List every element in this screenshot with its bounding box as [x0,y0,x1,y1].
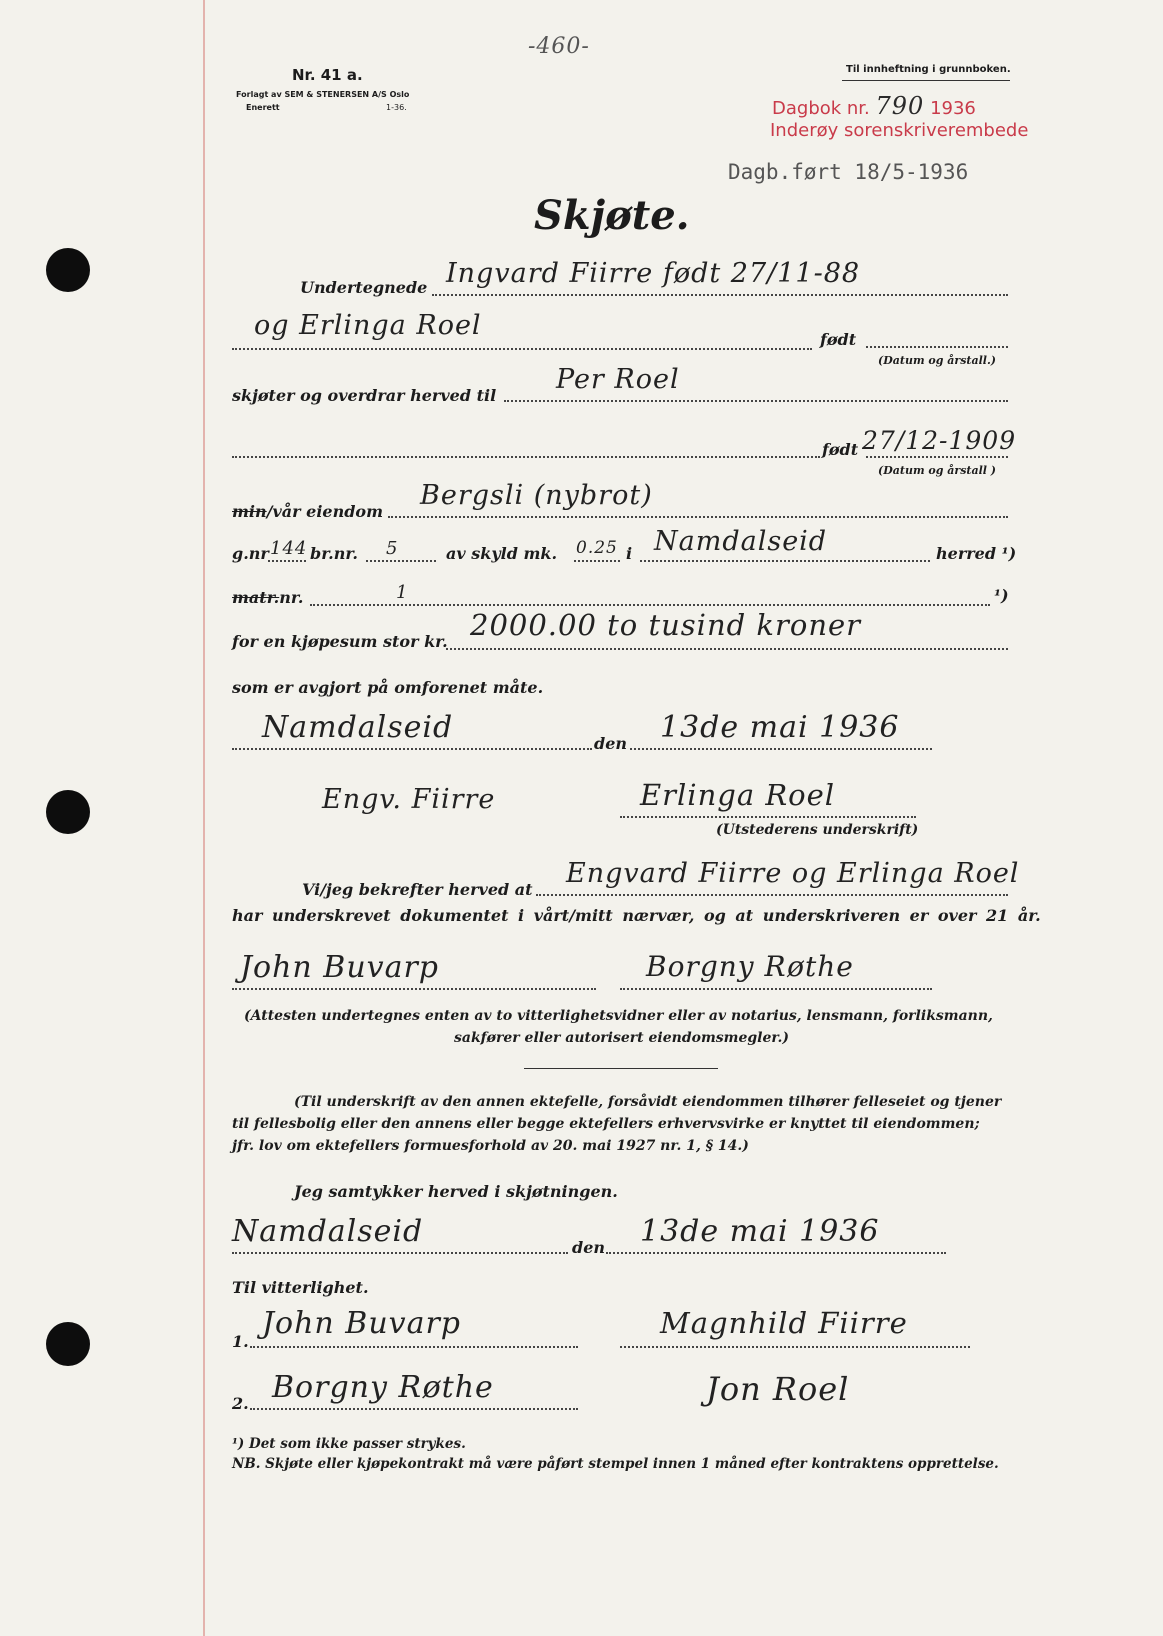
fill-line [536,894,1008,896]
consent-den-label: den [572,1238,605,1257]
fill-line [232,988,596,990]
margin-line [203,0,205,1636]
gnr-value: 144 [270,538,308,559]
herred-value: Namdalseid [654,526,828,557]
witness-signature-2: Borgny Røthe [646,950,854,983]
vitterlighet-label: Til vitterlighet. [232,1278,369,1297]
skyld-label: av skyld mk. [446,544,558,563]
fill-line [620,988,932,990]
second-seller-name: og Erlinga Roel [254,310,482,341]
fill-line [232,348,812,350]
herred-label: herred ¹) [936,544,1017,563]
witness-signature-1: John Buvarp [240,950,440,985]
spouse-note-3: jfr. lov om ektefellers formuesforhold av 20. mai 1927 nr. 1, § 14.) [232,1138,749,1154]
matr-suffix: ¹) [994,586,1009,605]
fill-line [620,1346,970,1348]
i-label: i [626,544,633,563]
eiendom-label-text: /vår eiendom [266,502,384,521]
datum-hint: (Datum og årstall.) [878,354,996,367]
document-title: Skjøte. [534,192,690,239]
office-stamp: Inderøy sorenskriverembede [770,120,1029,141]
spouse-signature: Magnhild Fiirre [660,1306,908,1340]
consent-witness-2: Borgny Røthe [272,1370,494,1405]
registry-rule [842,80,1010,81]
signing-date: 13de mai 1936 [660,710,900,745]
fill-line [388,516,1008,518]
fill-line [268,560,306,562]
spouse-note-2: til fellesbolig eller den annens eller begge ektefellers erhvervsvirke er knyttet til eiendommen; [232,1116,980,1132]
struck-min: min [232,502,267,521]
skjoter-label: skjøter og overdrar herved til [232,386,497,405]
den-label: den [594,734,627,753]
witness-text: har underskrevet dokumentet i vårt/mitt nærvær, og at underskriveren er over 21 år. [232,906,1041,925]
seller-name: Ingvard Fiirre født 27/11-88 [446,258,861,289]
datum-hint-2: (Datum og årstall ) [878,464,996,477]
fill-line [640,560,930,562]
kjopesum-value: 2000.00 to tusind kroner [470,608,862,642]
witness-number-2: 2. [232,1394,249,1413]
matr-value: 1 [396,582,409,603]
fill-line [866,346,1008,348]
consent-text: Jeg samtykker herved i skjøtningen. [294,1182,618,1201]
fill-line [866,456,1008,458]
registry-note: Til innheftning i grunnboken. [846,64,1011,75]
fodt-label: født [820,330,857,349]
struck-matr: matr. [232,588,280,607]
fill-line [250,1346,578,1348]
signature-hint: (Utstederens underskrift) [716,822,919,838]
seller-signature: Engv. Fiirre [322,784,496,815]
fill-line [630,748,932,750]
typed-registration-note: Dagb.ført 18/5-1936 [728,160,969,184]
consent-place: Namdalseid [232,1214,424,1249]
fill-line [504,400,1008,402]
undertegnede-label: Undertegnede [300,278,428,297]
kjopesum-label: for en kjøpesum stor kr. [232,632,448,651]
second-seller-signature: Erlinga Roel [640,778,836,812]
signing-place: Namdalseid [262,710,454,745]
gnr-label: g.nr [232,544,269,563]
fill-line [232,748,592,750]
dagbok-label: Dagbok nr. [772,98,870,119]
spouse-note-1: (Til underskrift av den annen ektefelle, forsåvidt eiendommen tilhører felleseiet og tjener [294,1094,1002,1110]
section-divider [524,1068,718,1069]
fill-line [232,456,820,458]
buyer-fodt-label: født [822,440,859,459]
fill-line [574,560,620,562]
brnr-value: 5 [386,538,399,559]
fill-line [232,1252,568,1254]
footnote-1: ¹) Det som ikke passer strykes. [232,1436,466,1452]
buyer-name: Per Roel [556,364,680,395]
punch-hole [46,1322,90,1366]
witness-label: Vi/jeg bekrefter herved at [302,880,533,899]
extra-signature: Jon Roel [706,1370,850,1408]
form-number: Nr. 41 a. [292,66,363,84]
dagbok-stamp [772,92,976,120]
fill-line [606,1252,946,1254]
buyer-birthdate: 27/12-1909 [862,426,1017,455]
matr-label [232,588,303,607]
dagbok-year: 1936 [930,98,976,119]
fill-line [366,560,436,562]
witness-names: Engvard Fiirre og Erlinga Roel [566,858,1020,889]
footnote-2: NB. Skjøte eller kjøpekontrakt må være påført stempel innen 1 måned efter kontraktens opprettelse. [232,1456,999,1472]
fill-line [310,604,990,606]
publisher-date: 1-36. [386,103,407,112]
punch-hole [46,790,90,834]
matr-nr-label: nr. [279,588,304,607]
eiendom-label [232,502,383,521]
punch-hole [46,248,90,292]
witness-number-1: 1. [232,1332,249,1351]
skyld-value: 0.25 [576,538,618,558]
publisher-enerett: Enerett [246,103,280,112]
fill-line [620,816,916,818]
publisher-line: Forlagt av SEM & STENERSEN A/S Oslo [236,90,410,99]
consent-witness-1: John Buvarp [262,1306,462,1341]
fill-line [432,294,1008,296]
witness-note-2: sakfører eller autorisert eiendomsmegler.) [454,1030,789,1046]
dagbok-number: 790 [875,92,925,120]
fill-line [446,648,1008,650]
fill-line [250,1408,578,1410]
brnr-label: br.nr. [310,544,358,563]
consent-date: 13de mai 1936 [640,1214,880,1249]
witness-note-1: (Attesten undertegnes enten av to vitterlighetsvidner eller av notarius, lensmann, forliksmann, [244,1008,993,1024]
property-name: Bergsli (nybrot) [420,480,653,511]
omforenet-text: som er avgjort på omforenet måte. [232,678,544,697]
page-number: -460- [528,34,590,59]
